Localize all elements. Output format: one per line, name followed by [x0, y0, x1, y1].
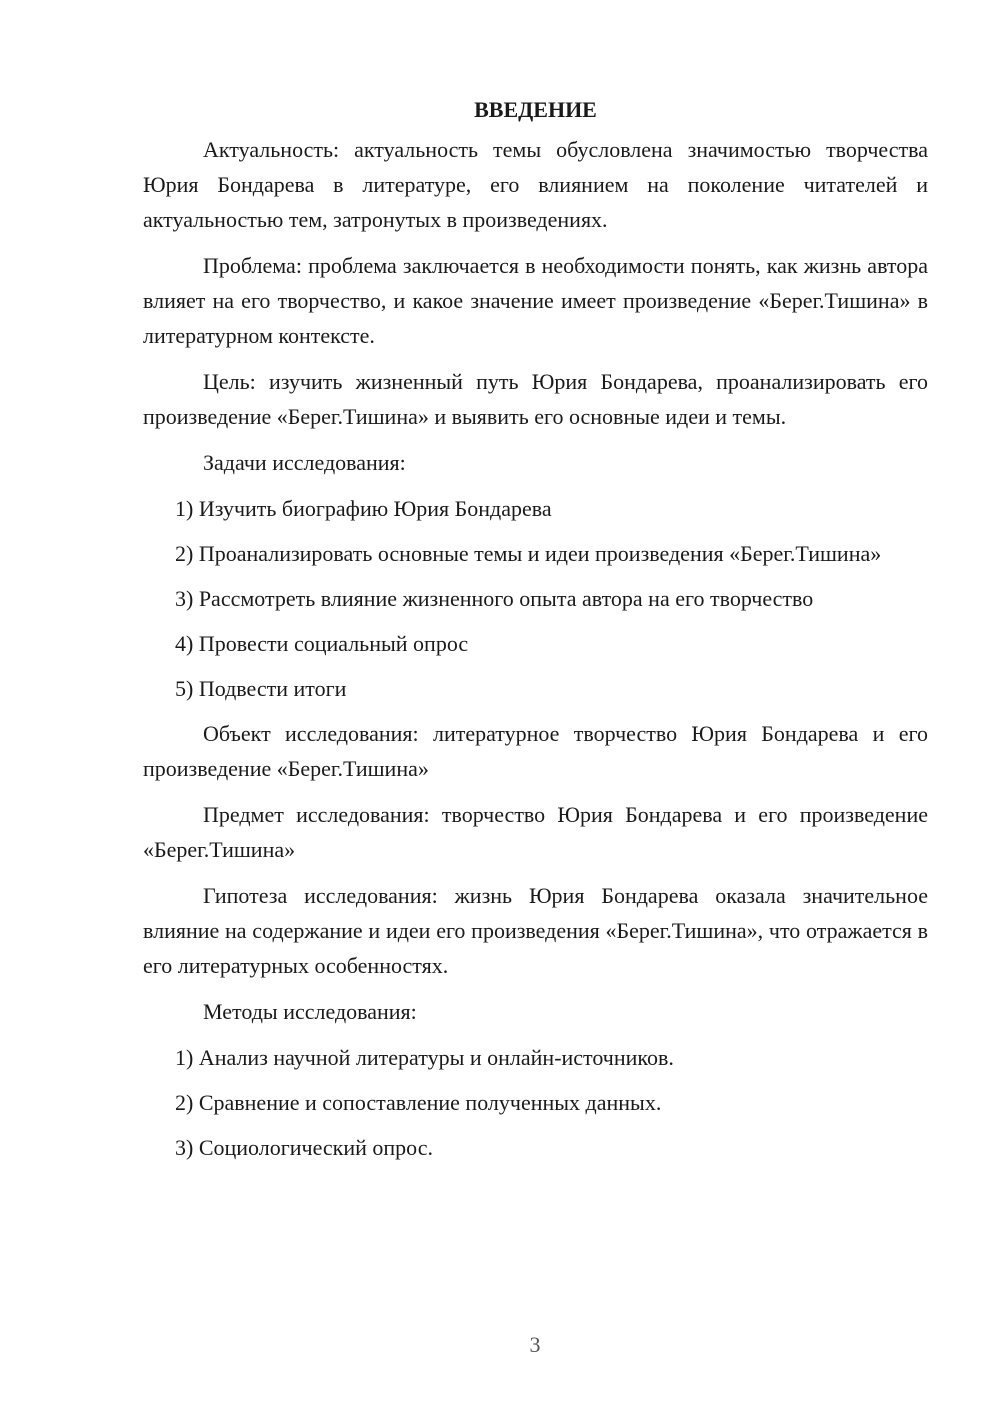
paragraph-problem: Проблема: проблема заключается в необходимости понять, как жизнь автора влияет на его творчество, и какое значение имеет произведение «Берег.Тишина» в литературном контексте. [143, 253, 928, 348]
task-item: 3) Рассмотреть влияние жизненного опыта автора на его творчество [175, 586, 814, 611]
paragraph-tasks-title: Задачи исследования: [203, 450, 406, 475]
task-item: 1) Изучить биографию Юрия Бондарева [175, 496, 552, 521]
paragraph-relevance: Актуальность: актуальность темы обусловлена значимостью творчества Юрия Бондарева в литературе, его влиянием на поколение читателей и актуальностью тем, затронутых в произведениях. [143, 137, 928, 232]
paragraph-subject: Предмет исследования: творчество Юрия Бондарева и его произведение «Берег.Тишина» [143, 802, 928, 862]
method-item: 3) Социологический опрос. [175, 1135, 433, 1160]
paragraph-goal: Цель: изучить жизненный путь Юрия Бондарева, проанализировать его произведение «Берег.Тишина» и выявить его основные идеи и темы. [143, 369, 928, 429]
task-item: 4) Провести социальный опрос [175, 631, 469, 656]
method-item: 2) Сравнение и сопоставление полученных данных. [175, 1090, 662, 1115]
method-item: 1) Анализ научной литературы и онлайн-источников. [175, 1045, 674, 1070]
task-item: 2) Проанализировать основные темы и идеи произведения «Берег.Тишина» [175, 541, 882, 566]
document-page [143, 92, 928, 1175]
task-item: 5) Подвести итоги [175, 676, 347, 701]
paragraph-object: Объект исследования: литературное творчество Юрия Бондарева и его произведение «Берег.Тишина» [143, 721, 928, 781]
page-number: 3 [529, 1332, 541, 1357]
paragraph-hypothesis: Гипотеза исследования: жизнь Юрия Бондарева оказала значительное влияние на содержание и идеи его произведения «Берег.Тишина», что отражается в его литературных особенностях. [143, 883, 928, 978]
paragraph-methods-title: Методы исследования: [203, 999, 417, 1024]
section-heading: ВВЕДЕНИЕ [474, 97, 597, 122]
